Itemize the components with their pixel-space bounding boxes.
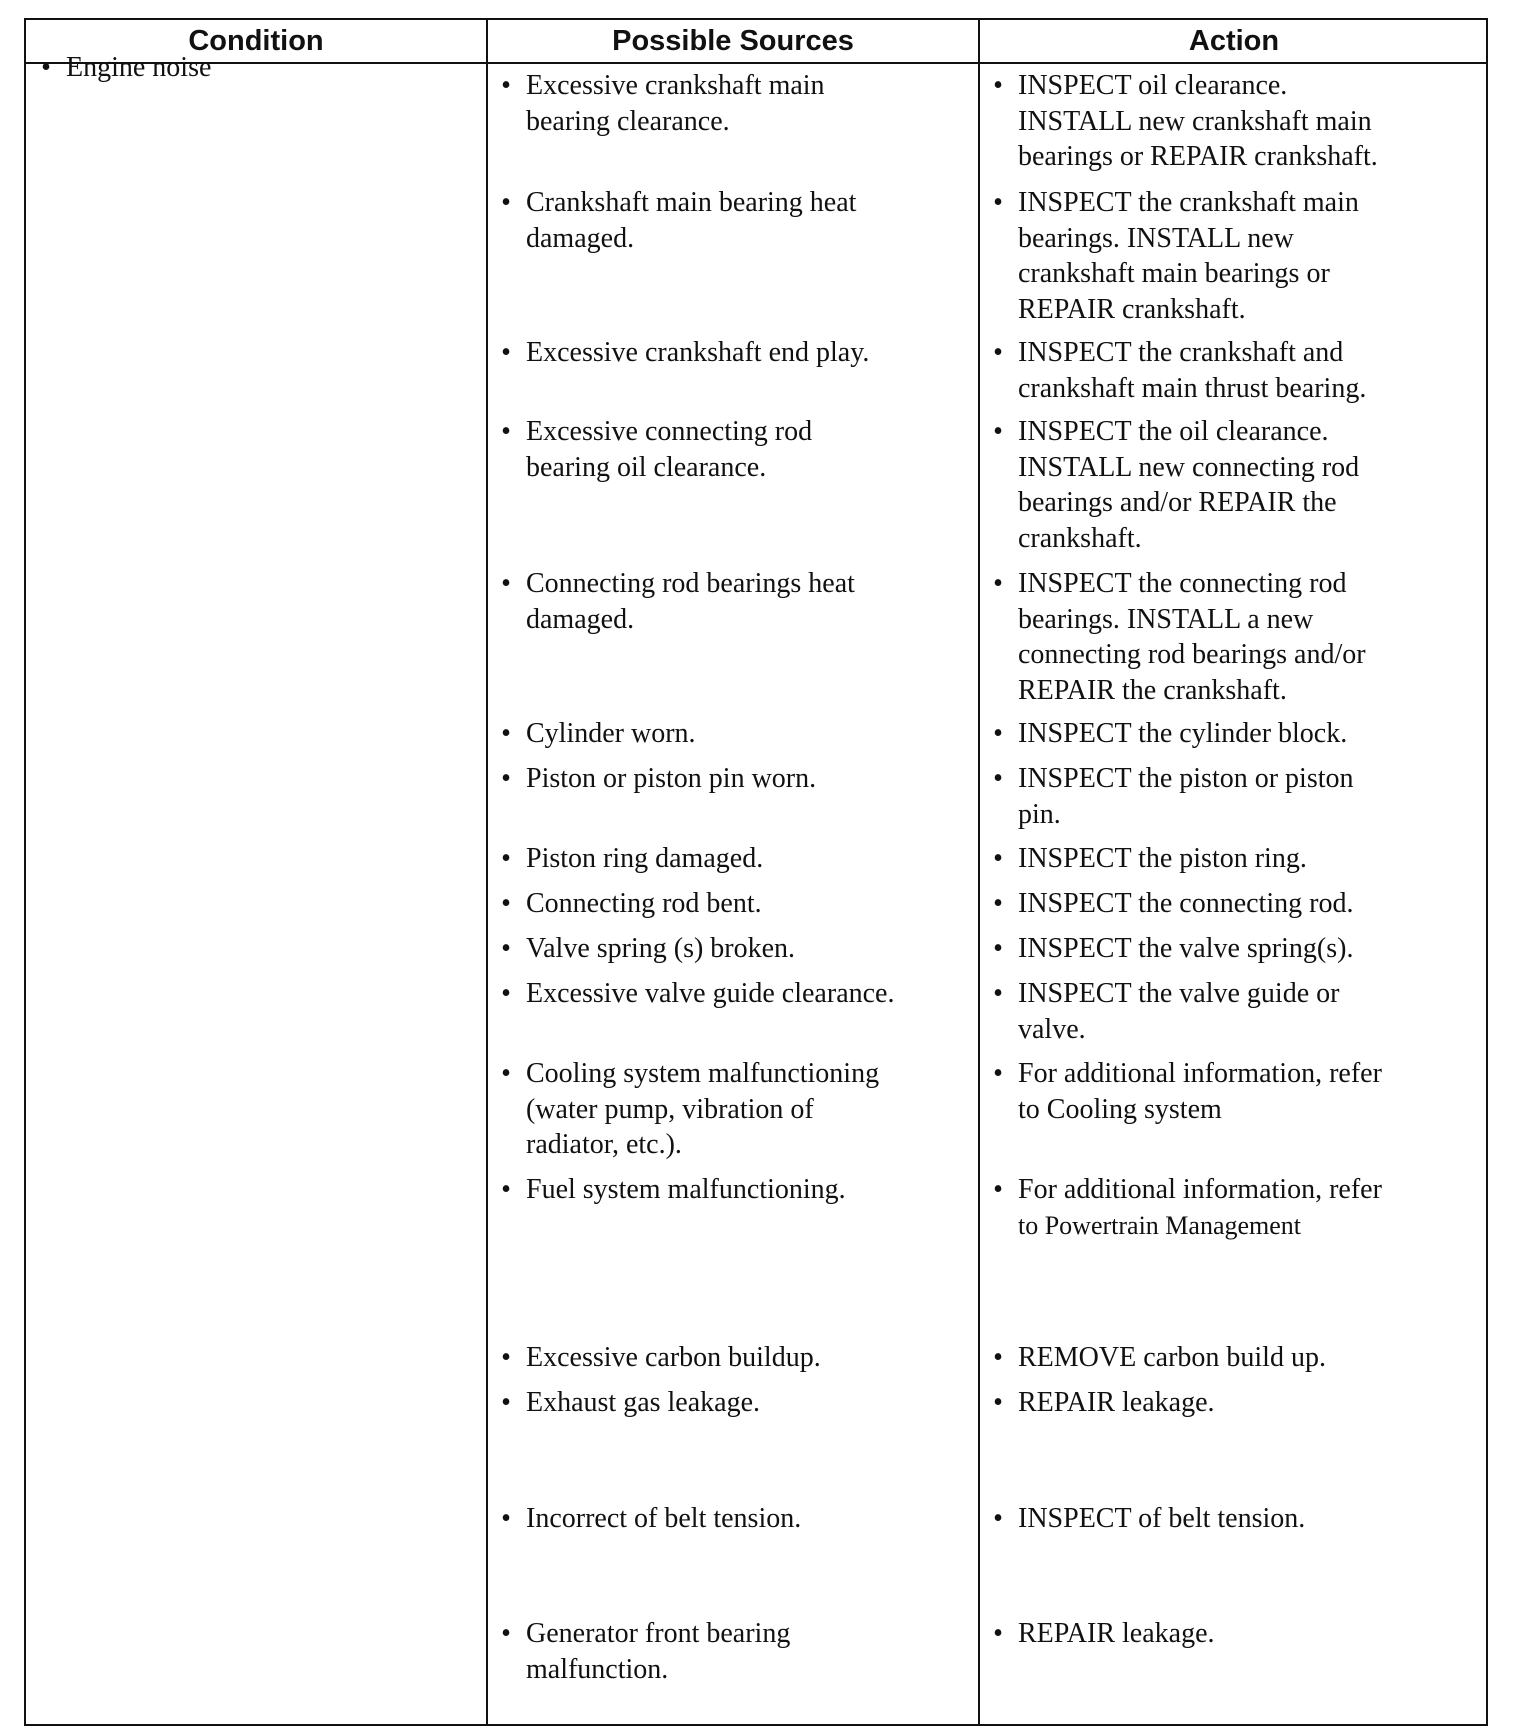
action-item <box>982 185 1452 327</box>
action-item <box>982 414 1452 556</box>
action-item <box>982 931 1452 967</box>
source-item <box>490 841 950 877</box>
source-text: Connecting rod bearings heat damaged. <box>526 568 855 635</box>
action-text: INSPECT the valve spring(s). <box>1018 933 1354 964</box>
source-text: Incorrect of belt tension. <box>526 1503 802 1534</box>
source-item <box>490 1340 950 1376</box>
source-text: Excessive crankshaft main bearing clearance. <box>526 70 825 137</box>
bullet: • <box>501 337 511 368</box>
bullet: • <box>501 1342 511 1373</box>
source-text: Excessive crankshaft end play. <box>526 337 870 368</box>
bullet: • <box>501 978 511 1009</box>
action-text: INSPECT oil clearance. INSTALL new crankshaft main bearings or REPAIR crankshaft. <box>1018 70 1378 172</box>
source-text: Excessive carbon buildup. <box>526 1342 821 1373</box>
bullet: • <box>993 933 1003 964</box>
bullet: • <box>993 1342 1003 1373</box>
source-text: Excessive valve guide clearance. <box>526 978 895 1009</box>
source-item <box>490 335 950 371</box>
source-text: Exhaust gas leakage. <box>526 1387 761 1418</box>
source-text: Piston or piston pin worn. <box>526 763 817 794</box>
source-item <box>490 68 950 139</box>
action-text: INSPECT the valve guide or valve. <box>1018 978 1340 1045</box>
bullet: • <box>501 718 511 749</box>
source-item <box>490 414 950 485</box>
source-item <box>490 566 950 637</box>
action-item <box>982 68 1452 175</box>
action-item <box>982 761 1452 832</box>
source-item <box>490 716 950 752</box>
bullet: • <box>993 763 1003 794</box>
action-item <box>982 566 1452 708</box>
action-text-line: For additional information, refer <box>1018 1174 1382 1205</box>
bullet: • <box>993 337 1003 368</box>
bullet: • <box>501 568 511 599</box>
source-text: Piston ring damaged. <box>526 843 764 874</box>
source-item <box>490 1385 950 1421</box>
bullet: • <box>993 568 1003 599</box>
bullet: • <box>993 888 1003 919</box>
action-item <box>982 335 1452 406</box>
action-text: INSPECT the oil clearance. INSTALL new connecting rod bearings and/or REPAIR the crankshaft. <box>1018 416 1360 554</box>
action-text: INSPECT the piston or piston pin. <box>1018 763 1354 830</box>
bullet: • <box>501 187 511 218</box>
source-item <box>490 931 950 967</box>
bullet: • <box>41 52 51 83</box>
bullet: • <box>501 1503 511 1534</box>
action-text: REPAIR leakage. <box>1018 1618 1215 1649</box>
source-item <box>490 886 950 922</box>
action-text: REMOVE carbon build up. <box>1018 1342 1326 1373</box>
source-item <box>490 976 950 1012</box>
action-item <box>982 1056 1452 1127</box>
bullet: • <box>501 416 511 447</box>
condition-text: Engine noise <box>66 52 212 83</box>
action-item <box>982 716 1452 752</box>
source-text: Cooling system malfunctioning (water pump, vibration of radiator, etc.). <box>526 1058 880 1160</box>
source-item <box>490 1172 950 1208</box>
action-text-line: to Powertrain Management <box>1018 1210 1302 1240</box>
bullet: • <box>501 1618 511 1649</box>
action-item <box>982 1616 1452 1652</box>
bullet: • <box>993 187 1003 218</box>
bullet: • <box>501 763 511 794</box>
action-text <box>1018 1172 1452 1243</box>
source-text: Fuel system malfunctioning. <box>526 1174 846 1205</box>
column-divider <box>486 20 488 1724</box>
bullet: • <box>993 978 1003 1009</box>
column-divider <box>978 20 980 1724</box>
header-possible-sources: Possible Sources <box>612 25 854 57</box>
bullet: • <box>993 1174 1003 1205</box>
source-item <box>490 1501 950 1537</box>
bullet: • <box>501 70 511 101</box>
bullet: • <box>501 933 511 964</box>
action-item <box>982 841 1452 877</box>
header-condition: Condition <box>188 25 324 57</box>
action-item <box>982 1172 1452 1243</box>
action-text: For additional information, refer to Cooling system <box>1018 1058 1382 1125</box>
action-text: REPAIR leakage. <box>1018 1387 1215 1418</box>
source-item <box>490 1056 950 1163</box>
action-item <box>982 886 1452 922</box>
bullet: • <box>501 1058 511 1089</box>
action-text: INSPECT the piston ring. <box>1018 843 1307 874</box>
condition-item <box>30 50 450 86</box>
action-item <box>982 1385 1452 1421</box>
source-item <box>490 185 950 256</box>
bullet: • <box>993 1387 1003 1418</box>
bullet: • <box>501 1387 511 1418</box>
action-text: INSPECT the connecting rod. <box>1018 888 1354 919</box>
source-text: Excessive connecting rod bearing oil clearance. <box>526 416 813 483</box>
bullet: • <box>501 1174 511 1205</box>
action-item <box>982 1340 1452 1376</box>
action-text: INSPECT the connecting rod bearings. INSTALL a new connecting rod bearings and/or REPAIR the crankshaft. <box>1018 568 1366 706</box>
bullet: • <box>993 1618 1003 1649</box>
action-text: INSPECT the cylinder block. <box>1018 718 1348 749</box>
source-text: Connecting rod bent. <box>526 888 762 919</box>
bullet: • <box>993 718 1003 749</box>
source-text: Cylinder worn. <box>526 718 696 749</box>
bullet: • <box>993 843 1003 874</box>
source-item <box>490 1616 950 1687</box>
source-item <box>490 761 950 797</box>
source-text: Valve spring (s) broken. <box>526 933 796 964</box>
action-text: INSPECT of belt tension. <box>1018 1503 1306 1534</box>
bullet: • <box>993 1503 1003 1534</box>
header-action: Action <box>1188 25 1280 57</box>
bullet: • <box>993 1058 1003 1089</box>
action-text: INSPECT the crankshaft and crankshaft main thrust bearing. <box>1018 337 1367 404</box>
bullet: • <box>993 70 1003 101</box>
bullet: • <box>501 888 511 919</box>
bullet: • <box>501 843 511 874</box>
bullet: • <box>993 416 1003 447</box>
action-text: INSPECT the crankshaft main bearings. INSTALL new crankshaft main bearings or REPAIR crankshaft. <box>1018 187 1359 325</box>
action-item <box>982 1501 1452 1537</box>
source-text: Generator front bearing malfunction. <box>526 1618 791 1685</box>
source-text: Crankshaft main bearing heat damaged. <box>526 187 857 254</box>
action-item <box>982 976 1452 1047</box>
